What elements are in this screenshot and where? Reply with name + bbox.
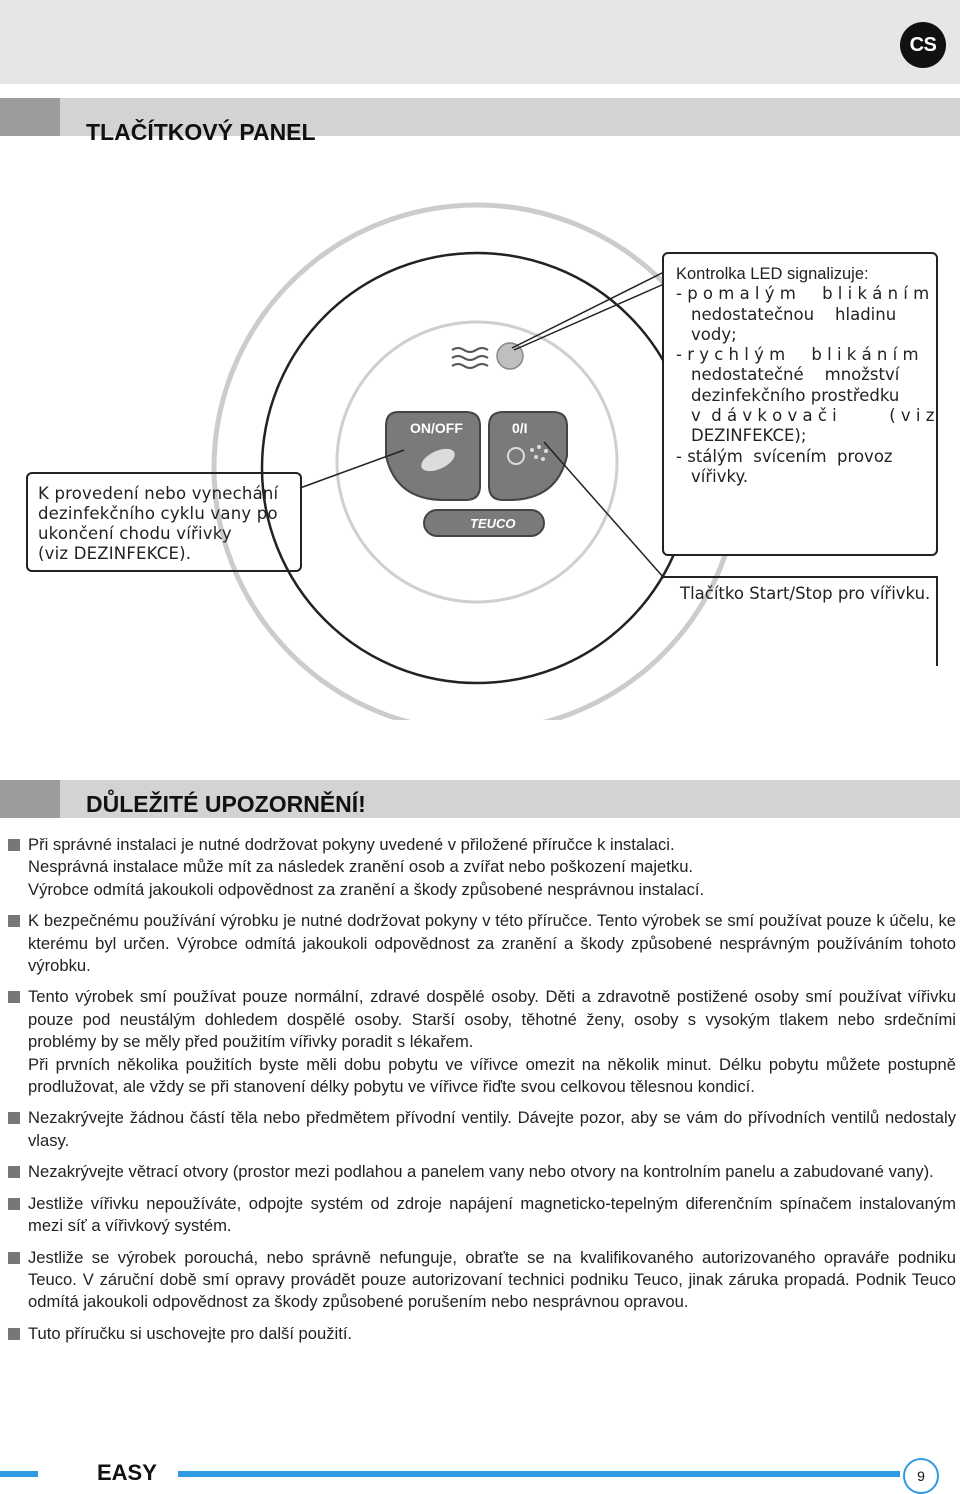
bullet-square bbox=[8, 1252, 20, 1264]
list-item: Nezakrývejte větrací otvory (prostor mezi podlahou a panelem vany nebo otvory na kontrolním panelu a zabudované vany). bbox=[8, 1161, 956, 1183]
bullet-square bbox=[8, 1328, 20, 1340]
list-item: Nezakrývejte žádnou částí těla nebo předmětem přívodní ventily. Dávejte pozor, aby se vám do přívodních ventilů nedostaly vlasy. bbox=[8, 1107, 956, 1152]
footer-brand: EASY bbox=[97, 1460, 157, 1485]
section-marker bbox=[0, 98, 60, 136]
callout-line: K provedení nebo vynechání bbox=[38, 484, 279, 503]
list-item: Při správné instalaci je nutné dodržovat pokyny uvedené v přiložené příručce k instalaci. Nesprávná instalace může mít za následek zranění osob a zvířat nebo poškození majetku. Výrobce odmítá jakoukoli odpovědnost za zranění a škody způsobené nesprávnou instalací. bbox=[8, 834, 956, 901]
led-callout bbox=[662, 252, 938, 556]
bullet-square bbox=[8, 991, 20, 1003]
led-line: - stálým svícením provoz bbox=[676, 446, 893, 466]
on-off-label: ON/OFF bbox=[410, 420, 463, 436]
top-band bbox=[0, 0, 960, 84]
section-title-button-panel: TLAČÍTKOVÝ PANEL bbox=[86, 119, 316, 145]
bullet-square bbox=[8, 1112, 20, 1124]
section-marker bbox=[0, 780, 60, 818]
footer-rule bbox=[0, 1471, 38, 1477]
callout-line: (viz DEZINFEKCE). bbox=[38, 544, 192, 563]
list-item: Jestliže vířivku nepoužíváte, odpojte systém od zdroje napájení magneticko-tepelným diferenčním spínačem instalovaným mezi síť a vířivkový systém. bbox=[8, 1193, 956, 1238]
list-item: Tento výrobek smí používat pouze normální, zdravé dospělé osoby. Děti a zdravotně postižené osoby smí používat vířivku pouze pod neustálým dohledem dospělé osoby. Starší osoby, těhotné ženy, osoby s vysokým tlakem nebo srdečními problémy by se měly před použitím vířivky poradit s lékařem. Při prvních několika použitích byste měli dobu pobytu ve vířivce omezit na několik minut. Délku pobytu můžete postupně prodlužovat, ale vždy se při stanovení délky pobytu ve vířivce řiďte svou celkovou tělesnou kondicí. bbox=[8, 986, 956, 1098]
led-line: dezinfekčního prostředku bbox=[691, 385, 900, 405]
start-stop-callout: Tlačítko Start/Stop pro vířivku. bbox=[680, 584, 931, 603]
list-item: K bezpečnému používání výrobku je nutné dodržovat pokyny v této příručce. Tento výrobek se smí používat pouze k účelu, ke kterému byl určen. Výrobce odmítá jakoukoli odpovědnost za zranění a škody způsobené nesprávným používáním tohoto výrobku. bbox=[8, 910, 956, 977]
led-heading: Kontrolka LED signalizuje: bbox=[676, 265, 869, 283]
bullet-square bbox=[8, 1198, 20, 1210]
footer-rule bbox=[178, 1471, 900, 1477]
disinfection-callout bbox=[26, 472, 302, 572]
led-line: v d á v k o v a č i ( v i z bbox=[691, 406, 935, 426]
warning-list bbox=[8, 834, 956, 1354]
language-badge: CS bbox=[900, 22, 946, 68]
led-line: vody; bbox=[691, 324, 737, 344]
led-indicator bbox=[497, 343, 523, 369]
led-line: DEZINFEKCE); bbox=[691, 426, 807, 446]
list-item: Jestliže se výrobek porouchá, nebo správně nefunguje, obraťte se na kvalifikovaného autorizovaného opraváře podniku Teuco. V záruční době smí opravy provádět pouze autorizovaní technici podniku Teuco, jinak záruka propadá. Podnik Teuco odmítá jakoukoli odpovědnost za škody způsobené porušením nebo nesprávnou opravou. bbox=[8, 1247, 956, 1314]
teuco-logo-text: TEUCO bbox=[470, 516, 516, 531]
callout-line: dezinfekčního cyklu vany po bbox=[38, 504, 278, 523]
led-line: vířivky. bbox=[691, 466, 749, 486]
section-title-warning: DŮLEŽITÉ UPOZORNĚNÍ! bbox=[86, 791, 366, 817]
led-line: - p o m a l ý m b l i k á n í m bbox=[676, 284, 930, 304]
page-number: 9 bbox=[903, 1458, 939, 1494]
bullet-square bbox=[8, 915, 20, 927]
list-item: Tuto příručku si uschovejte pro další použití. bbox=[8, 1323, 956, 1345]
led-line: nedostatečnou hladinu bbox=[691, 304, 897, 324]
led-line: - r y c h l ý m b l i k á n í m bbox=[676, 345, 919, 365]
led-line: nedostatečné množství bbox=[691, 365, 900, 385]
bullet-square bbox=[8, 1166, 20, 1178]
start-stop-label: 0/I bbox=[512, 420, 528, 436]
bullet-square bbox=[8, 839, 20, 851]
callout-line: ukončení chodu vířivky bbox=[38, 524, 232, 543]
